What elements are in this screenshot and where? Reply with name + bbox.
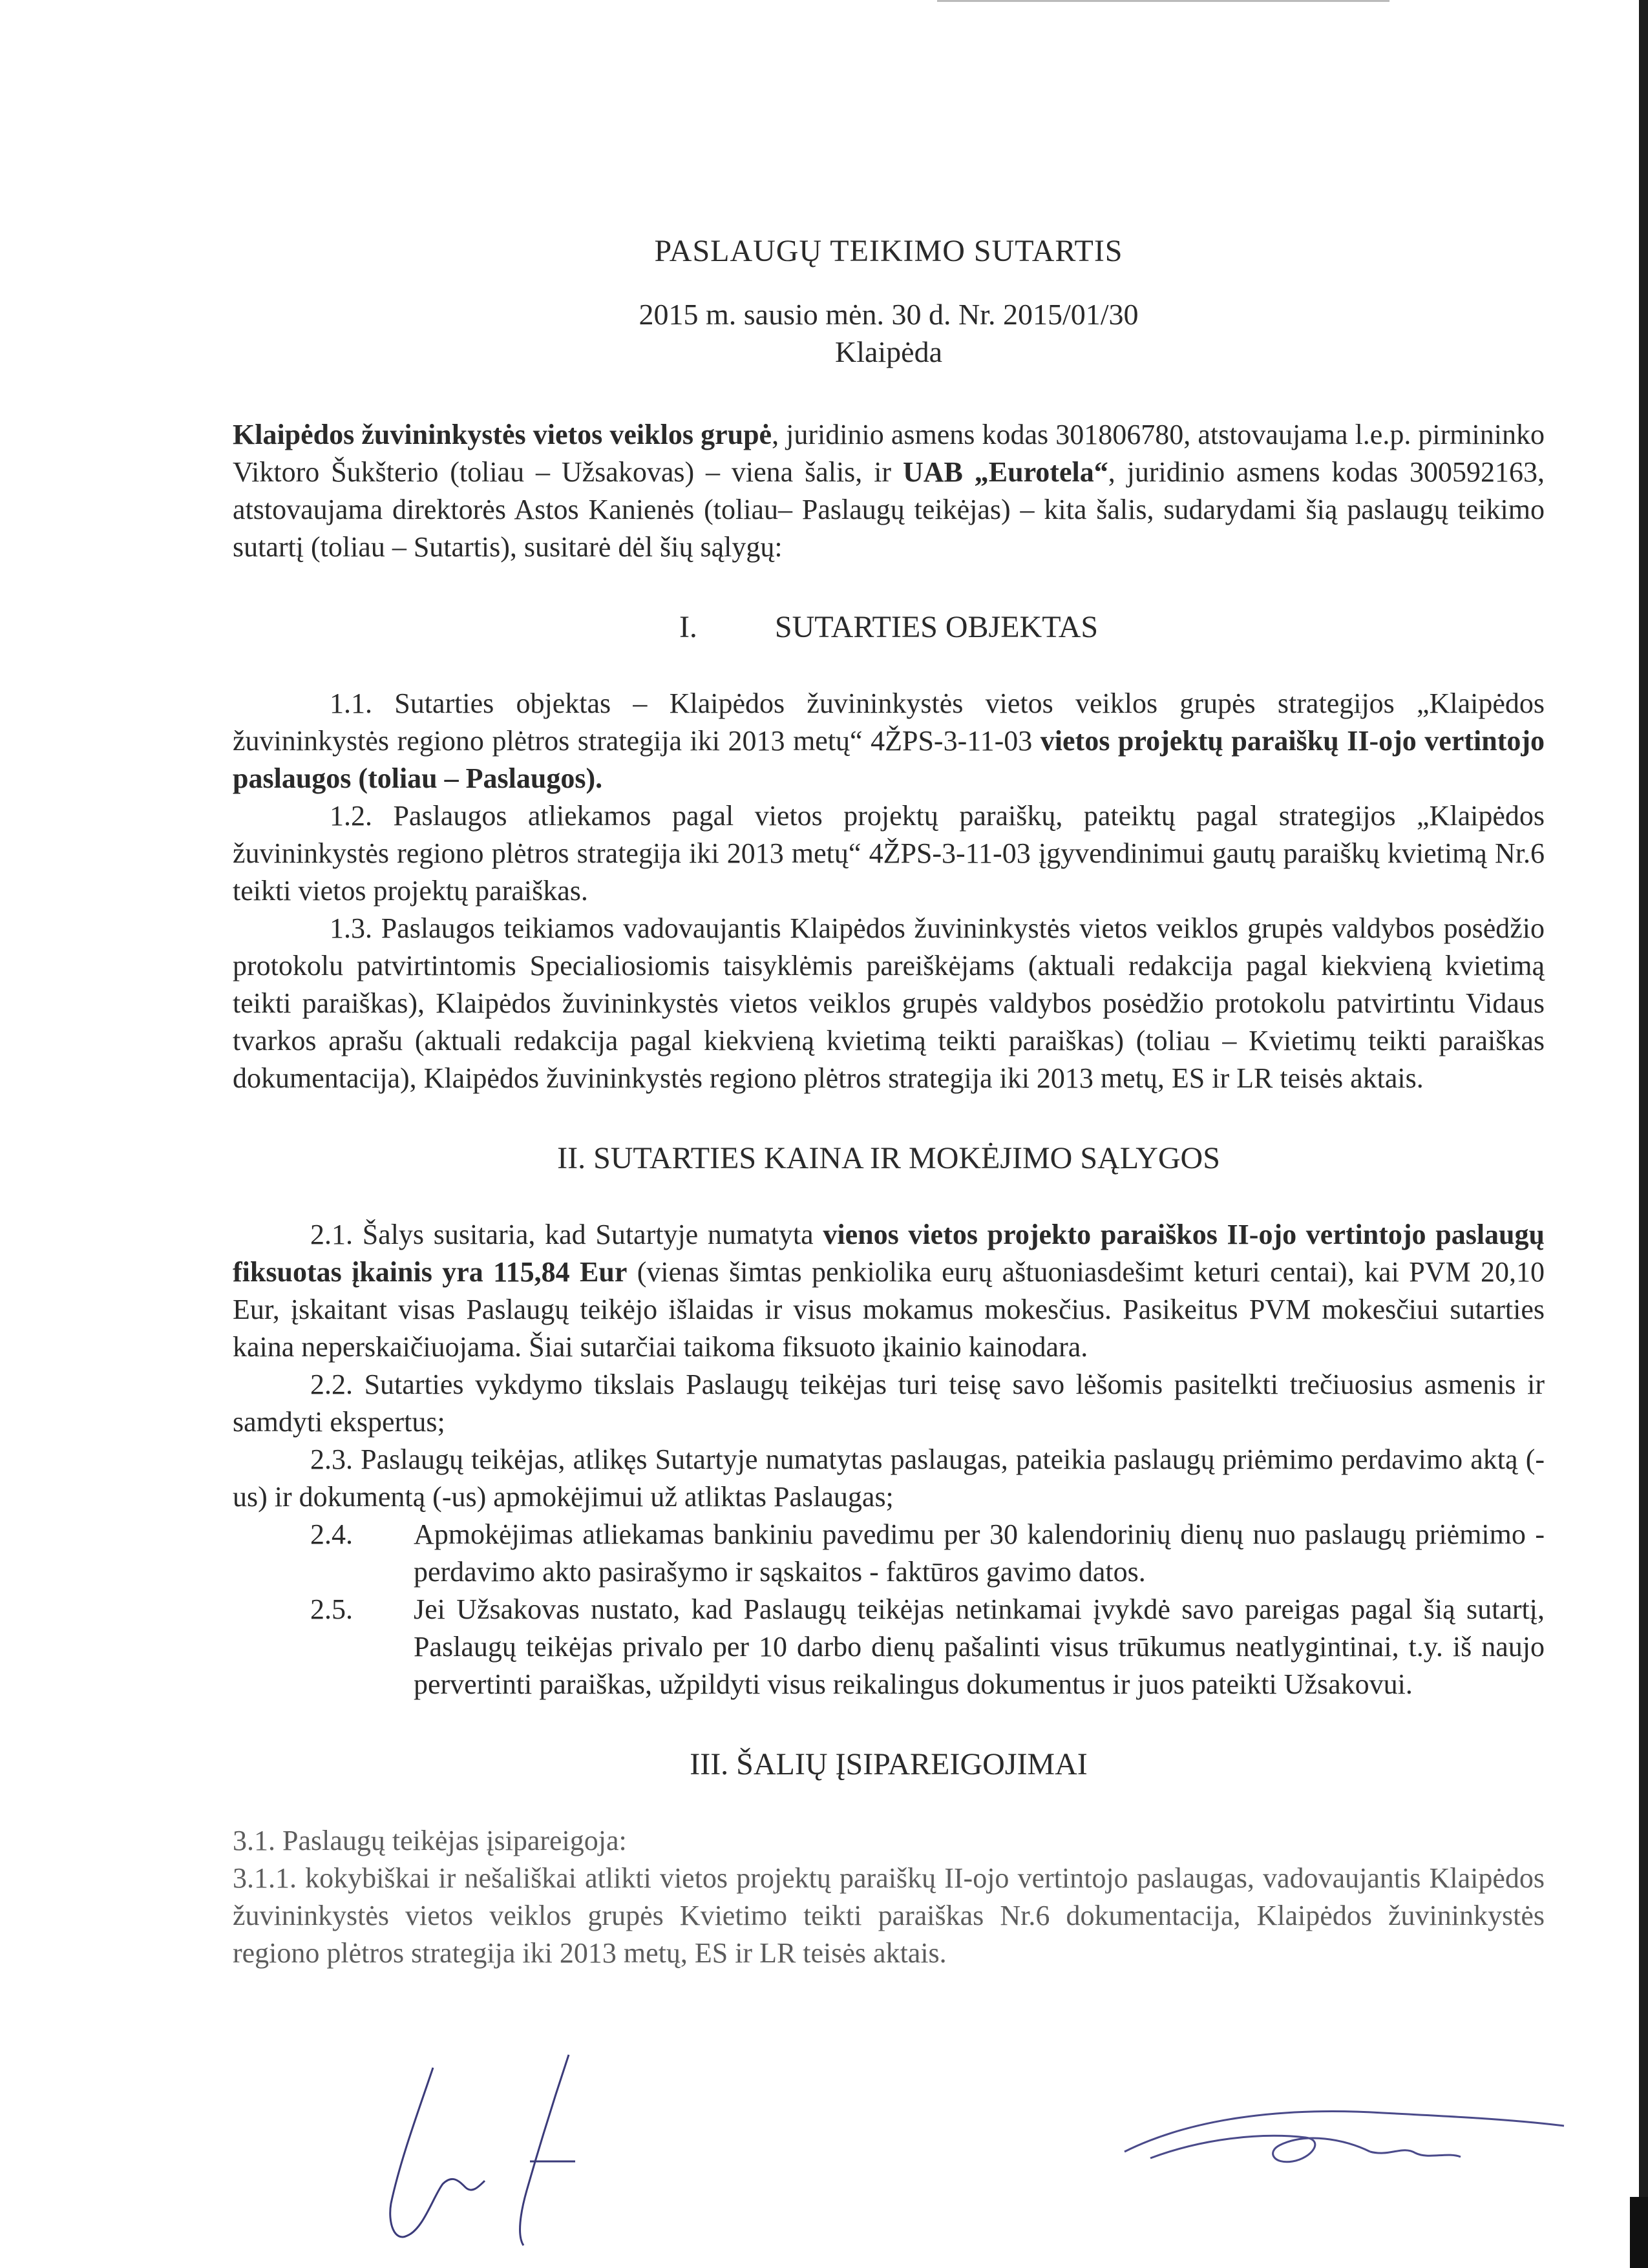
clause-2-1 [233,1216,1545,1366]
party2-name: UAB „Eurotela“ [902,456,1108,488]
signature-right [1112,2081,1577,2190]
clause-2-4-number: 2.4. [310,1518,353,1550]
contract-page [233,220,1545,1972]
clause-2-1-pre: 2.1. Šalys susitaria, kad Sutartyje numatyta [310,1219,823,1250]
clause-2-3: 2.3. Paslaugų teikėjas, atlikęs Sutartyje numatytas paslaugas, pateikia paslaugų priėmimo perdavimo aktą (-us) ir dokumentą (-us) apmokėjimui už atliktas Paslaugas; [233,1444,1545,1513]
clause-2-5 [310,1591,1545,1703]
clause-2-5-number: 2.5. [310,1593,353,1625]
scan-corner-mark [1630,2197,1648,2268]
date-line: 2015 m. sausio mėn. 30 d. Nr. 2015/01/30 [639,298,1139,331]
clause-2-1-post: (vienas šimtas penkiolika eurų aštuoniasdešimt keturi centai), kai PVM 20,10 Eur, įskaitant visas Paslaugų teikėjo išlaidas ir visus mokamus mokesčius. Pasikeitus PVM mokesčiui sutarties kaina neperskaičiuojama. Šiai sutarčiai taikoma fiksuoto įkainio kainodara. [233,1256,1545,1363]
clause-1-3: 1.3. Paslaugos teikiamos vadovaujantis Klaipėdos žuvininkystės vietos veiklos grupės valdybos posėdžio protokolu patvirtintomis Specialiosiomis taisyklėmis pareiškėjams (aktuali redakcija pagal kiekvieną kvietimą teikti paraiškas), Klaipėdos žuvininkystės vietos veiklos grupės valdybos posėdžio protokolu patvirtintu Vidaus tvarkos aprašu (aktuali redakcija pagal kiekvieną kvietimą teikti paraiškas) (toliau – Kvietimų teikti paraiškas dokumentacija), Klaipėdos žuvininkystės regiono plėtros strategija iki 2013 metų, ES ir LR teisės aktais. [233,912,1545,1094]
intro-text-2: , juridinio asmens kodas 300592163, atstovaujama direktorės Astos Kanienės (toliau– Paslaugų teikėjas) – kita šalis, sudarydami šią paslaugų teikimo sutartį (toliau – Sutartis), susitarė dėl šių sąlygų: [233,456,1545,563]
clause-3-1: 3.1. Paslaugų teikėjas įsipareigoja: [233,1825,627,1856]
clause-1-1-text: 1.1. Sutarties objektas – Klaipėdos žuvininkystės vietos veiklos grupės strategijos „Klaipėdos žuvininkystės regiono plėtros strategija iki 2013 metų“ 4ŽPS-3-11-03 [233,688,1545,757]
clause-2-1-bold: vienos vietos projekto paraiškos II-ojo vertintojo paslaugų fiksuotas įkainis yra 115,84 Eur [233,1219,1545,1288]
clause-2-4 [310,1516,1545,1591]
clause-2-5-text: Jei Užsakovas nustato, kad Paslaugų teikėjas netinkamai įvykdė savo pareigas pagal šią sutartį, Paslaugų teikėjas privalo per 10 darbo dienų pašalinti visus trūkumus neatlygintinai, t.y. iš naujo pervertinti paraiškas, užpildyti visus reikalingus dokumentus ir juos pateikti Užsakovui. [414,1593,1545,1700]
document-title: PASLAUGŲ TEIKIMO SUTARTIS [654,234,1123,268]
section-3-heading: III. ŠALIŲ ĮSIPAREIGOJIMAI [690,1747,1088,1781]
section-1-heading [233,609,1545,646]
party1-name: Klaipėdos žuvininkystės vietos veiklos grupė [233,419,772,450]
clause-1-2: 1.2. Paslaugos atliekamos pagal vietos projektų paraiškų, pateiktų pagal strategijos „Klaipėdos žuvininkystės regiono plėtros strategija iki 2013 metų“ 4ŽPS-3-11-03 įgyvendinimui gautų paraiškų kvietimą Nr.6 teikti vietos projektų paraiškas. [233,800,1545,907]
intro-paragraph [233,416,1545,566]
clause-1-1 [233,685,1545,797]
city: Klaipėda [834,335,943,368]
section-2-heading: II. SUTARTIES KAINA IR MOKĖJIMO SĄLYGOS [557,1141,1220,1175]
scan-right-edge [1639,0,1648,2268]
clause-2-2: 2.2. Sutarties vykdymo tikslais Paslaugų teikėjas turi teisę savo lėšomis pasitelkti trečiuosius asmenis ir samdyti ekspertus; [233,1369,1545,1438]
clause-1-1-bold: vietos projektų paraiškų II-ojo vertintojo paslaugos (toliau – Paslaugos). [233,725,1545,794]
clause-2-4-text: Apmokėjimas atliekamas bankiniu pavedimu per 30 kalendorinių dienų nuo paslaugų priėmimo - perdavimo akto pasirašymo ir sąskaitos - faktūros gavimo datos. [414,1518,1545,1588]
scan-top-edge [937,0,1389,2]
section-1-number: I. [679,610,697,644]
signature-left [362,2048,595,2255]
intro-text-1: , juridinio asmens kodas 301806780, atstovaujama l.e.p. pirmininko Viktoro Šukšterio (toliau – Užsakovas) – viena šalis, ir [233,419,1545,488]
section-1-title: SUTARTIES OBJEKTAS [774,610,1099,644]
clause-3-1-1: 3.1.1. kokybiškai ir nešališkai atlikti vietos projektų paraiškų II-ojo vertintojo paslaugas, vadovaujantis Klaipėdos žuvininkystės vietos veiklos grupės Kvietimo teikti paraiškas Nr.6 dokumentacija, Klaipėdos žuvininkystės regiono plėtros strategija iki 2013 metų, ES ir LR teisės aktais. [233,1862,1545,1969]
